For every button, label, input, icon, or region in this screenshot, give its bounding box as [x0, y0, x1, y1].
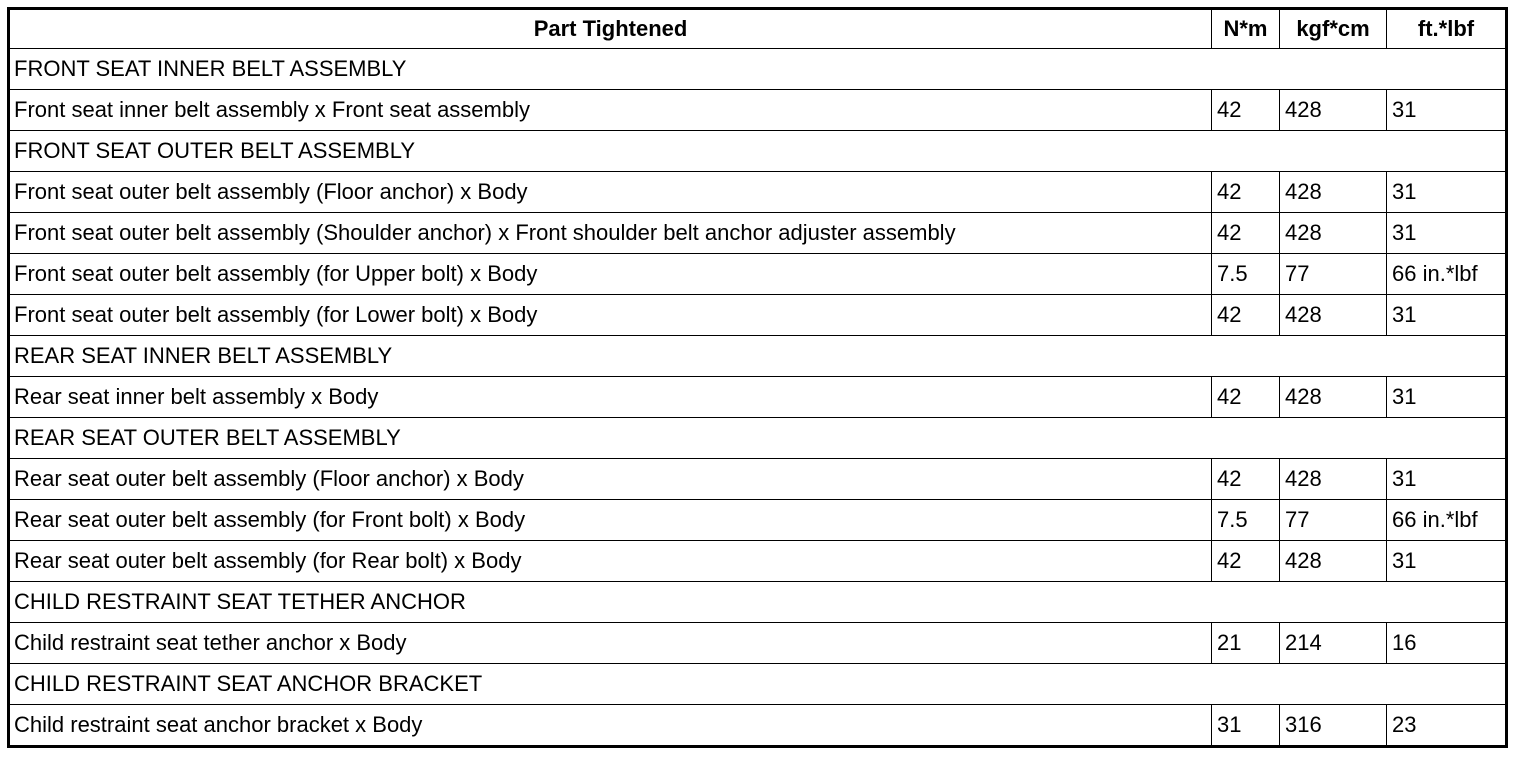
nm-cell: 7.5	[1212, 254, 1280, 295]
table-row	[9, 90, 1507, 131]
nm-cell: 21	[1212, 623, 1280, 664]
ft-lbf-cell: 31	[1387, 90, 1507, 131]
kgf-cell: 428	[1280, 90, 1387, 131]
section-label: CHILD RESTRAINT SEAT ANCHOR BRACKET	[9, 664, 1507, 705]
kgf-cell: 428	[1280, 295, 1387, 336]
part-cell: Front seat inner belt assembly x Front seat assembly	[9, 90, 1212, 131]
kgf-cell: 428	[1280, 541, 1387, 582]
header-nm: N*m	[1212, 9, 1280, 49]
part-cell: Rear seat outer belt assembly (for Front bolt) x Body	[9, 500, 1212, 541]
table-row	[9, 705, 1507, 747]
kgf-cell: 428	[1280, 459, 1387, 500]
table-row	[9, 295, 1507, 336]
part-cell: Front seat outer belt assembly (for Upper bolt) x Body	[9, 254, 1212, 295]
part-cell: Front seat outer belt assembly (Shoulder anchor) x Front shoulder belt anchor adjuster assembly	[9, 213, 1212, 254]
table-row	[9, 213, 1507, 254]
part-cell: Child restraint seat anchor bracket x Body	[9, 705, 1212, 747]
ft-lbf-cell: 31	[1387, 459, 1507, 500]
section-row	[9, 131, 1507, 172]
ft-lbf-cell: 16	[1387, 623, 1507, 664]
nm-cell: 7.5	[1212, 500, 1280, 541]
nm-cell: 42	[1212, 172, 1280, 213]
header-ft-lbf: ft.*lbf	[1387, 9, 1507, 49]
nm-cell: 42	[1212, 295, 1280, 336]
header-kgf-cm: kgf*cm	[1280, 9, 1387, 49]
section-label: REAR SEAT OUTER BELT ASSEMBLY	[9, 418, 1507, 459]
nm-cell: 42	[1212, 541, 1280, 582]
table-row	[9, 172, 1507, 213]
ft-lbf-cell: 31	[1387, 295, 1507, 336]
ft-lbf-cell: 66 in.*lbf	[1387, 254, 1507, 295]
section-row	[9, 49, 1507, 90]
nm-cell: 31	[1212, 705, 1280, 747]
section-row	[9, 664, 1507, 705]
ft-lbf-cell: 23	[1387, 705, 1507, 747]
ft-lbf-cell: 31	[1387, 172, 1507, 213]
nm-cell: 42	[1212, 90, 1280, 131]
kgf-cell: 428	[1280, 377, 1387, 418]
part-cell: Front seat outer belt assembly (for Lower bolt) x Body	[9, 295, 1212, 336]
section-label: FRONT SEAT OUTER BELT ASSEMBLY	[9, 131, 1507, 172]
part-cell: Rear seat outer belt assembly (for Rear bolt) x Body	[9, 541, 1212, 582]
kgf-cell: 316	[1280, 705, 1387, 747]
nm-cell: 42	[1212, 377, 1280, 418]
section-row	[9, 336, 1507, 377]
table-row	[9, 377, 1507, 418]
kgf-cell: 428	[1280, 172, 1387, 213]
part-cell: Rear seat inner belt assembly x Body	[9, 377, 1212, 418]
kgf-cell: 77	[1280, 500, 1387, 541]
part-cell: Rear seat outer belt assembly (Floor anchor) x Body	[9, 459, 1212, 500]
kgf-cell: 77	[1280, 254, 1387, 295]
kgf-cell: 214	[1280, 623, 1387, 664]
part-cell: Front seat outer belt assembly (Floor anchor) x Body	[9, 172, 1212, 213]
nm-cell: 42	[1212, 213, 1280, 254]
table-row	[9, 623, 1507, 664]
part-cell: Child restraint seat tether anchor x Body	[9, 623, 1212, 664]
ft-lbf-cell: 66 in.*lbf	[1387, 500, 1507, 541]
table-row	[9, 500, 1507, 541]
section-label: REAR SEAT INNER BELT ASSEMBLY	[9, 336, 1507, 377]
kgf-cell: 428	[1280, 213, 1387, 254]
table-body	[9, 49, 1507, 747]
table-row	[9, 541, 1507, 582]
table-row	[9, 254, 1507, 295]
header-part-tightened: Part Tightened	[9, 9, 1212, 49]
ft-lbf-cell: 31	[1387, 541, 1507, 582]
header-row	[9, 9, 1507, 49]
section-label: FRONT SEAT INNER BELT ASSEMBLY	[9, 49, 1507, 90]
torque-spec-table	[7, 7, 1508, 748]
nm-cell: 42	[1212, 459, 1280, 500]
ft-lbf-cell: 31	[1387, 213, 1507, 254]
table-row	[9, 459, 1507, 500]
section-row	[9, 418, 1507, 459]
section-row	[9, 582, 1507, 623]
section-label: CHILD RESTRAINT SEAT TETHER ANCHOR	[9, 582, 1507, 623]
ft-lbf-cell: 31	[1387, 377, 1507, 418]
